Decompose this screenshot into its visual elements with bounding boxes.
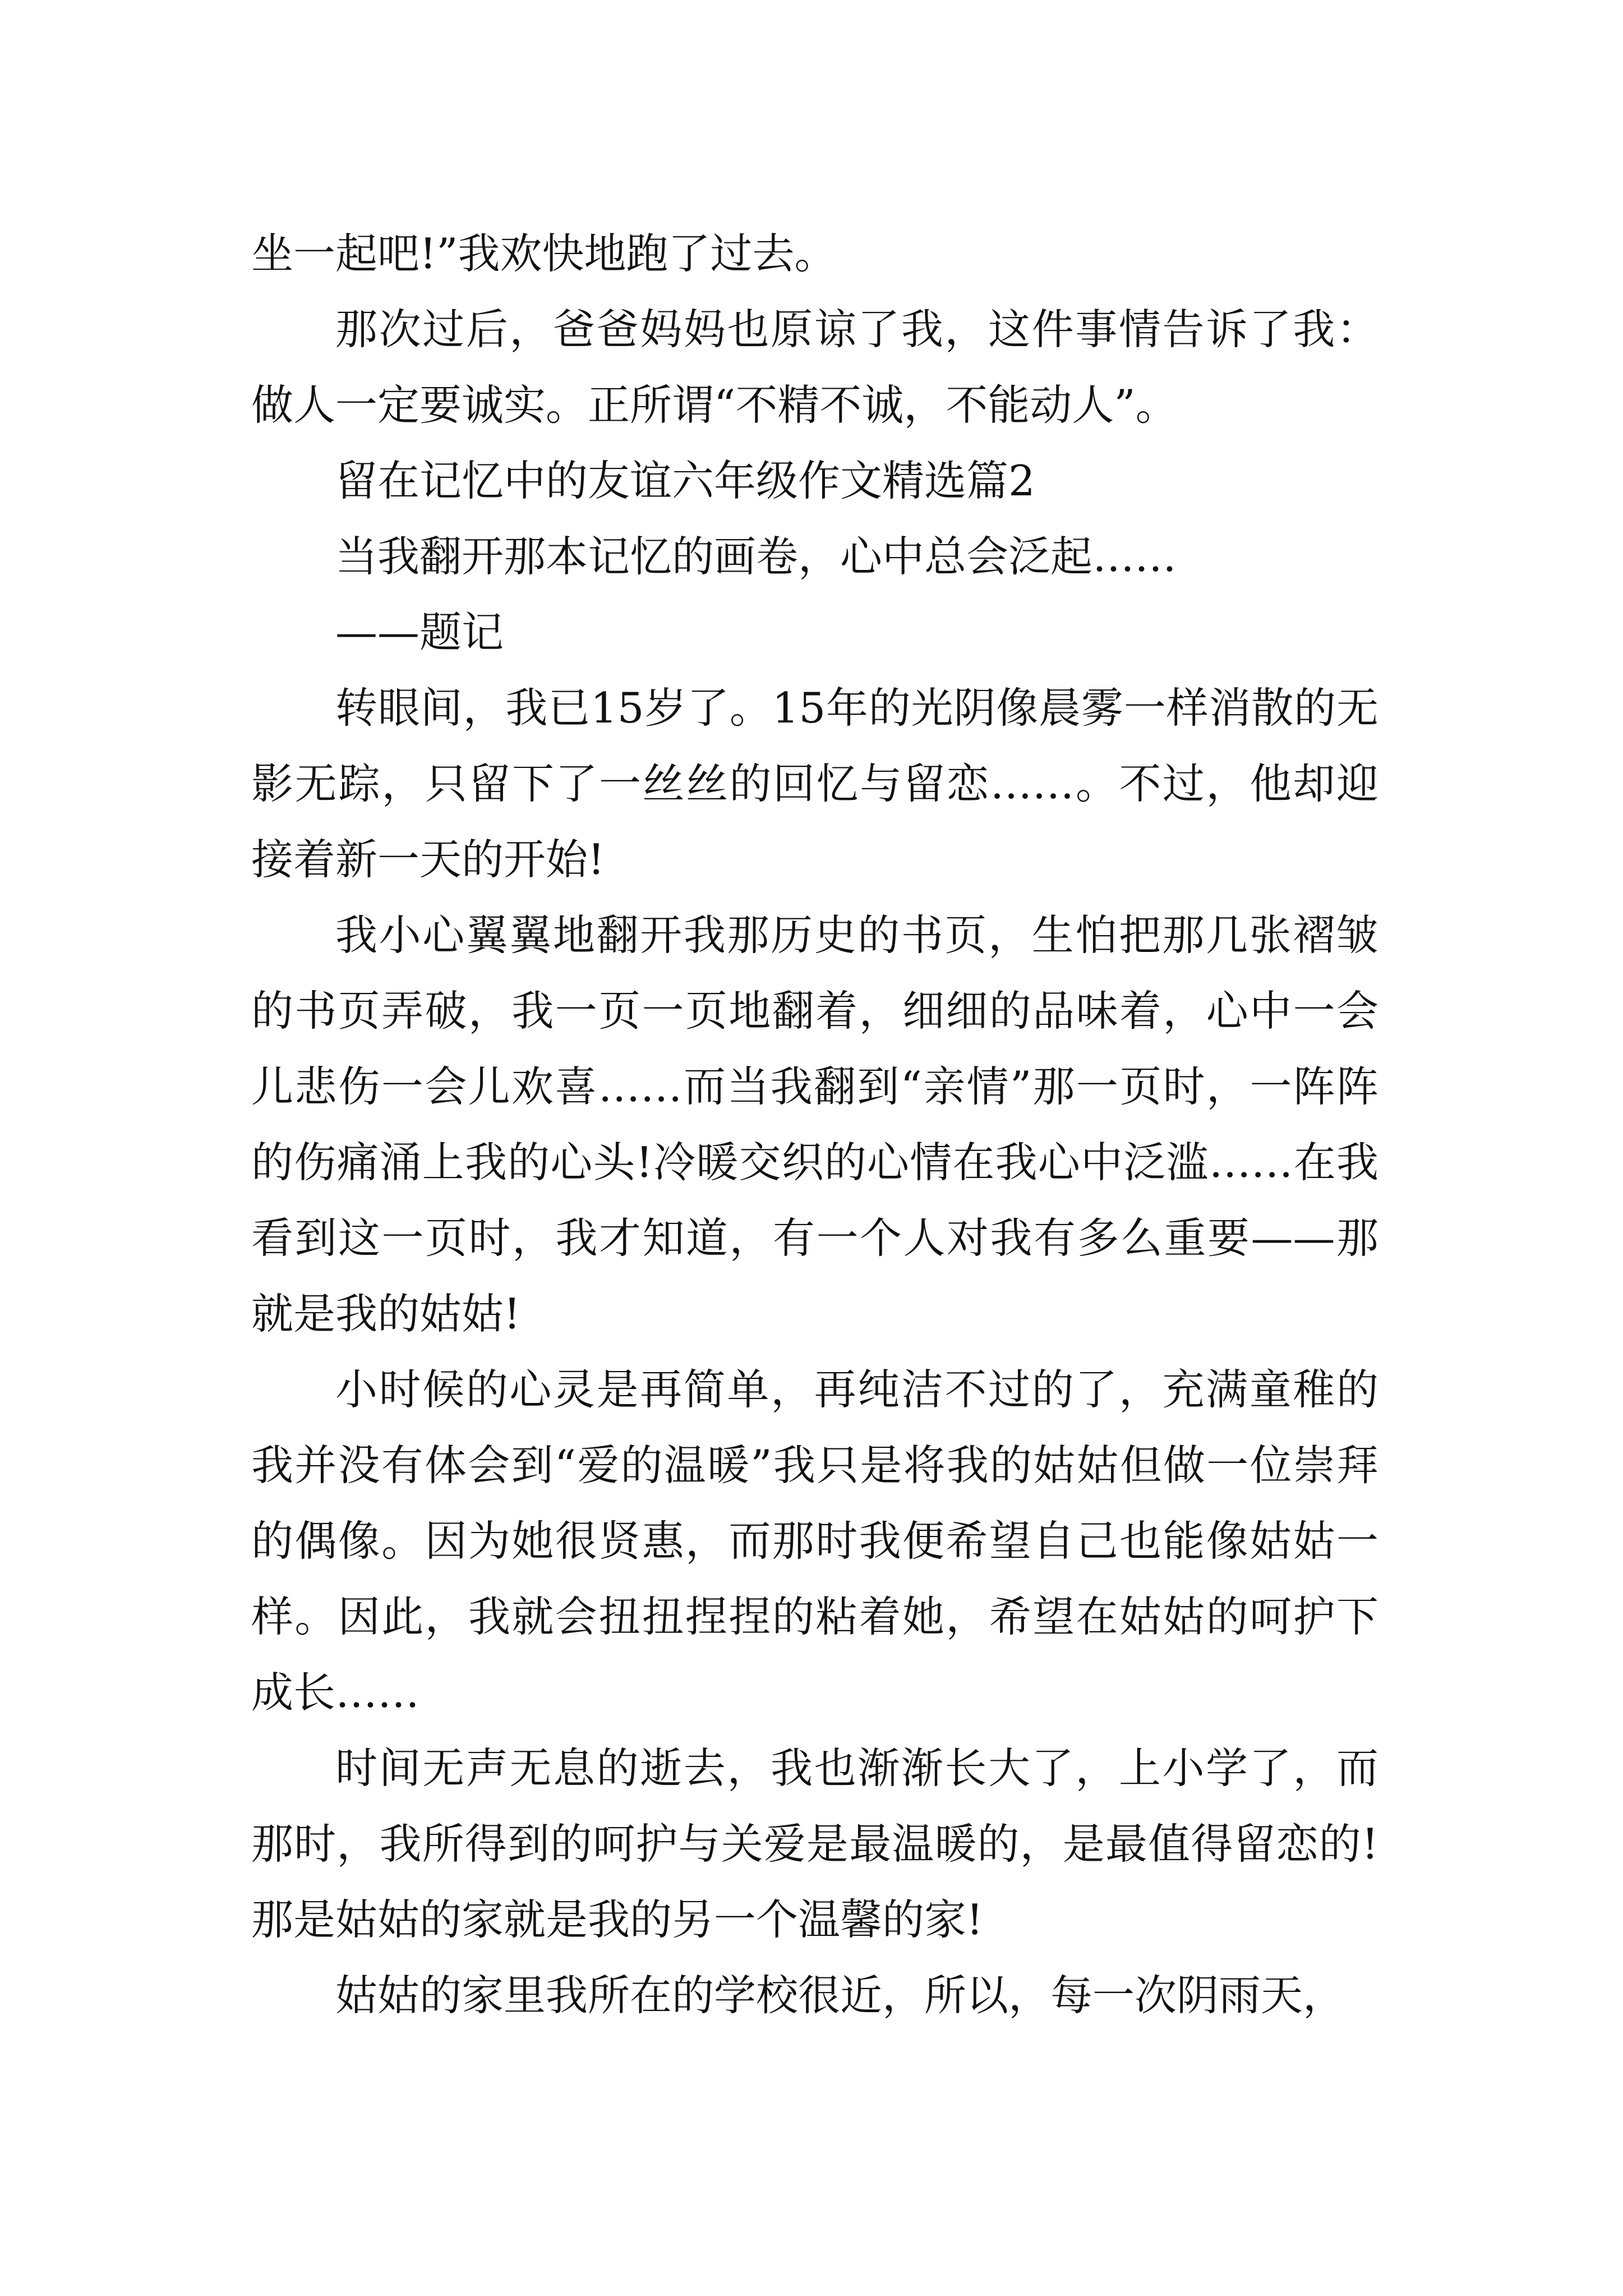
document-body: [251, 216, 1378, 2033]
paragraph: 那次过后，爸爸妈妈也原谅了我，这件事情告诉了我：做人一定要诚实。正所谓“不精不诚，不能动人”。: [251, 305, 1378, 430]
epigraph-attribution: ——题记: [335, 608, 504, 657]
section-heading: 留在记忆中的友谊六年级作文精选篇2: [335, 456, 1035, 505]
paragraph: 我小心翼翼地翻开我那历史的书页，生怕把那几张褶皱的书页弄破，我一页一页地翻着，细细的品味着，心中一会儿悲伤一会儿欢喜……而当我翻到“亲情”那一页时，一阵阵的伤痛涌上我的心头!冷暖交织的心情在我心中泛滥……在我看到这一页时，我才知道，有一个人对我有多么重要——那就是我的姑姑!: [251, 910, 1378, 1338]
paragraph: 小时候的心灵是再简单，再纯洁不过的了，充满童稚的我并没有体会到“爱的温暖”我只是将我的姑姑但做一位崇拜的偶像。因为她很贤惠，而那时我便希望自己也能像姑姑一样。因此，我就会扭扭捏捏的粘着她，希望在姑姑的呵护下成长……: [251, 1365, 1378, 1717]
paragraph: 姑姑的家里我所在的学校很近，所以，每一次阴雨天，: [335, 1971, 1345, 2020]
paragraph: 坐一起吧!”我欢快地跑了过去。: [251, 229, 837, 278]
paragraph: 转眼间，我已15岁了。15年的光阴像晨雾一样消散的无影无踪，只留下了一丝丝的回忆与留恋……。不过，他却迎接着新一天的开始!: [251, 683, 1378, 884]
paragraph: 时间无声无息的逝去，我也渐渐长大了，上小学了，而那时，我所得到的呵护与关爱是最温暖的，是最值得留恋的!那是姑姑的家就是我的另一个温馨的家!: [251, 1743, 1378, 1944]
paragraph: 当我翻开那本记忆的画卷，心中总会泛起……: [335, 532, 1177, 581]
